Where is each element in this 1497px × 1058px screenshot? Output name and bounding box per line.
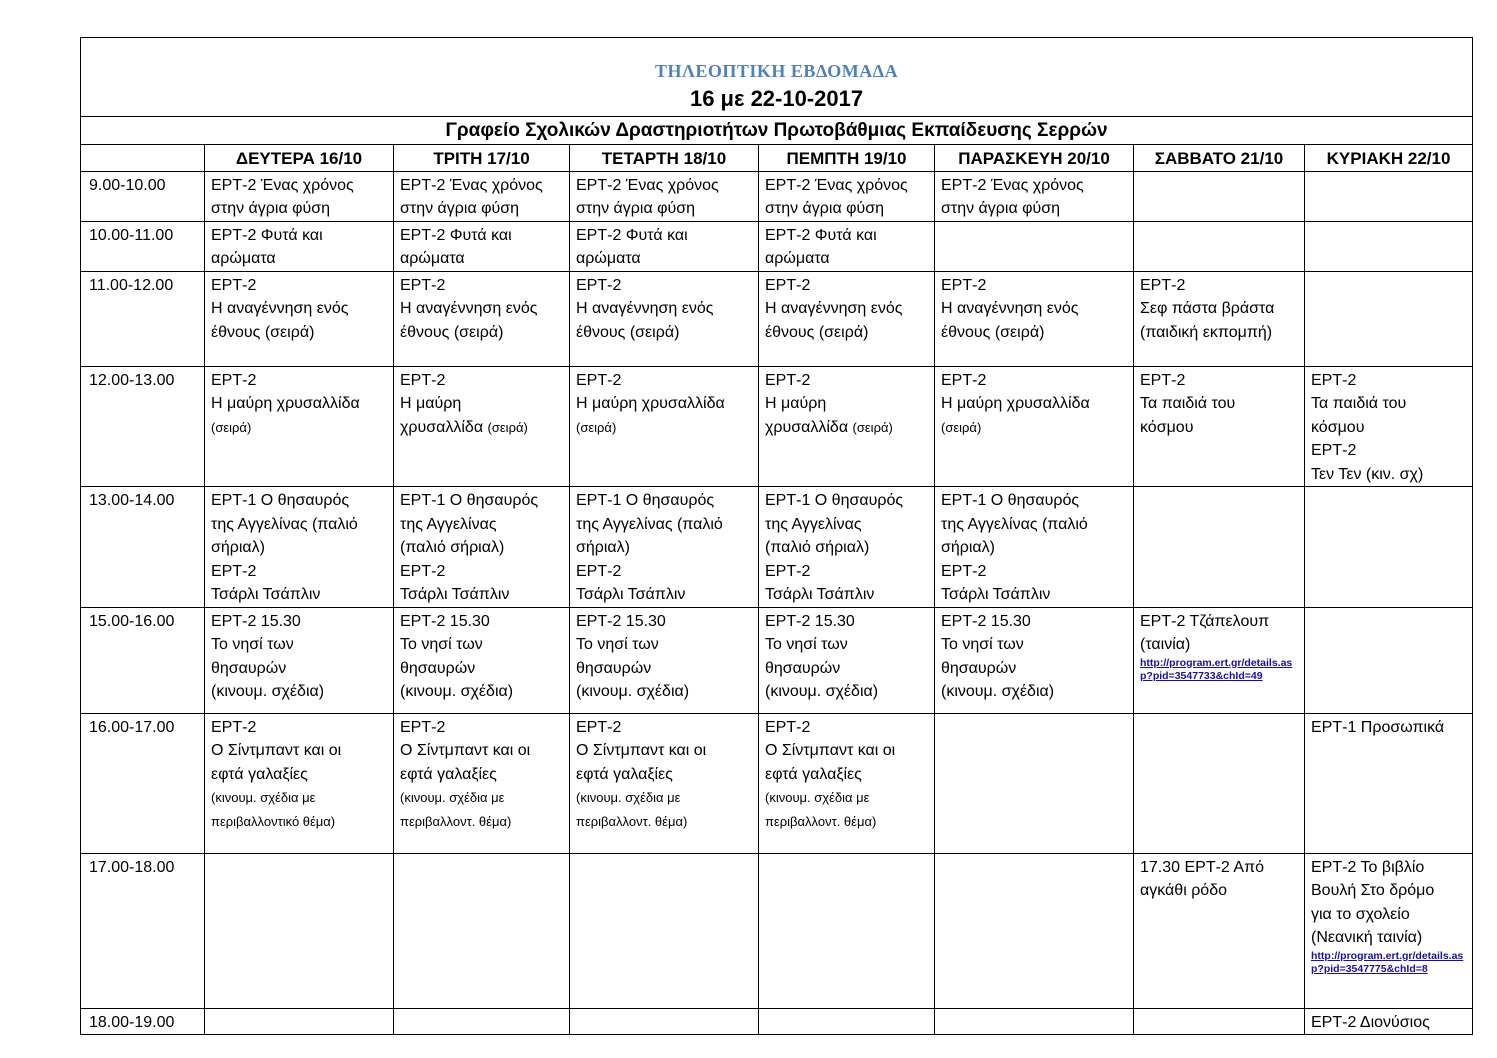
program-cell	[570, 366, 759, 487]
program-text: θησαυρών	[400, 659, 476, 677]
program-text: εφτά γαλαξίες	[765, 765, 862, 783]
program-text: σήριαλ)	[576, 539, 631, 556]
program-text: θησαυρών	[211, 659, 287, 677]
program-text: Ο Σίντμπαντ και οι	[765, 742, 896, 759]
time-slot-row	[81, 853, 1473, 1008]
program-text: ΕΡΤ-1 Ο θησαυρός	[576, 492, 715, 509]
program-text: Η μαύρη χρυσαλλίδα	[941, 395, 1090, 412]
program-cell	[935, 1008, 1134, 1035]
program-text: ΕΡΤ-1 Ο θησαυρός	[211, 492, 350, 509]
program-text: ΕΡΤ-2	[941, 276, 987, 294]
program-note: περιβαλλοντικό θέμα)	[211, 813, 336, 829]
program-cell	[935, 366, 1134, 487]
day-header: ΤΡΙΤΗ 17/10	[394, 145, 570, 172]
program-text: ΕΡΤ-2	[576, 276, 622, 294]
time-slot: 15.00-16.00	[81, 607, 205, 713]
program-text: της Αγγελίνας	[765, 515, 862, 533]
time-slot-row	[81, 1008, 1473, 1035]
program-text: ΕΡΤ-2	[941, 562, 987, 580]
program-text: Τα παιδιά του	[1140, 395, 1236, 412]
program-text: στην άγρια φύση	[211, 200, 331, 217]
program-text: ΕΡΤ-2 Ένας χρόνος	[941, 176, 1084, 194]
time-slot-row	[81, 221, 1473, 271]
program-text: στην άγρια φύση	[400, 200, 520, 217]
program-text: ΕΡΤ-2	[765, 371, 811, 389]
time-slot-row	[81, 487, 1473, 608]
program-cell	[205, 1008, 394, 1035]
program-text: Βουλή Στο δρόμο	[1311, 882, 1435, 899]
program-text: Η μαύρη χρυσαλλίδα	[576, 395, 725, 412]
program-text: έθνους (σειρά)	[400, 323, 504, 341]
program-text: (παλιό σήριαλ)	[400, 539, 505, 556]
program-cell	[759, 713, 935, 853]
program-cell	[759, 1008, 935, 1035]
program-text: ΕΡΤ-2 15.30	[211, 612, 301, 630]
program-text: αρώματα	[765, 250, 830, 267]
program-text: Η αναγέννηση ενός	[576, 300, 714, 317]
program-text: σήριαλ)	[941, 539, 996, 556]
day-header: ΠΕΜΠΤΗ 19/10	[759, 145, 935, 172]
program-cell	[935, 487, 1134, 608]
program-text: (Νεανική ταινία)	[1311, 929, 1423, 946]
program-text: Ο Σίντμπαντ και οι	[211, 742, 342, 759]
program-text: (κινουμ. σχέδια)	[211, 683, 325, 700]
program-cell	[1305, 487, 1473, 608]
program-text: ΕΡΤ-1 Προσωπικά	[1311, 718, 1445, 736]
program-text: Το νησί των	[211, 636, 294, 653]
program-cell	[935, 853, 1134, 1008]
program-cell	[1134, 221, 1305, 271]
program-cell	[570, 1008, 759, 1035]
program-cell	[205, 366, 394, 487]
program-text: ΕΡΤ-2 Ένας χρόνος	[765, 176, 908, 194]
program-link[interactable]: http://program.ert.gr/details.asp?pid=3547775&chId=8	[1311, 949, 1464, 975]
program-text: ΕΡΤ-2 Φυτά και	[400, 226, 512, 244]
program-cell	[394, 366, 570, 487]
program-text: ΕΡΤ-2 Φυτά και	[765, 226, 877, 244]
program-text: Η αναγέννηση ενός	[400, 300, 538, 317]
program-note: (κινουμ. σχέδια με	[211, 790, 316, 805]
program-text: ΕΡΤ-2	[576, 718, 622, 736]
day-header: ΤΕΤΑΡΤΗ 18/10	[570, 145, 759, 172]
program-text: ΕΡΤ-2 Ένας χρόνος	[211, 176, 354, 194]
program-text: της Αγγελίνας (παλιό	[211, 515, 358, 533]
program-cell	[759, 607, 935, 713]
program-cell	[1305, 171, 1473, 221]
program-cell	[1305, 1008, 1473, 1035]
program-text: της Αγγελίνας (παλιό	[941, 515, 1088, 533]
program-text: Ο Σίντμπαντ και οι	[400, 742, 531, 759]
program-text: (παιδική εκπομπή)	[1140, 323, 1273, 341]
program-cell	[394, 487, 570, 608]
program-text: εφτά γαλαξίες	[211, 765, 308, 783]
program-cell	[759, 487, 935, 608]
program-cell	[394, 171, 570, 221]
program-text: ΕΡΤ-2	[1311, 442, 1357, 459]
program-cell	[1305, 366, 1473, 487]
program-text: Τσάρλι Τσάπλιν	[211, 586, 321, 603]
program-text: ΕΡΤ-2	[576, 371, 622, 389]
program-text: Τσάρλι Τσάπλιν	[400, 586, 510, 603]
program-cell	[570, 171, 759, 221]
program-text: ΕΡΤ-2 Ένας χρόνος	[400, 176, 543, 194]
program-text: ΕΡΤ-2 Φυτά και	[211, 226, 323, 244]
program-text: ΕΡΤ-2	[765, 562, 811, 580]
program-cell	[1134, 853, 1305, 1008]
program-text: ΕΡΤ-2	[1311, 371, 1357, 389]
program-cell	[205, 271, 394, 366]
program-cell	[205, 713, 394, 853]
program-text: αρώματα	[576, 250, 641, 267]
program-note: περιβαλλοντ. θέμα)	[576, 813, 688, 829]
program-text: 17.30 ΕΡΤ-2 Από	[1140, 858, 1264, 876]
program-text: ΕΡΤ-2	[400, 371, 446, 389]
time-slot-row	[81, 271, 1473, 366]
time-slot-row	[81, 713, 1473, 853]
program-note: περιβαλλοντ. θέμα)	[400, 813, 512, 829]
program-text: ΕΡΤ-2 Φυτά και	[576, 226, 688, 244]
program-cell	[759, 271, 935, 366]
program-cell	[1134, 713, 1305, 853]
program-text: αρώματα	[211, 250, 276, 267]
program-text: ΕΡΤ-2	[400, 718, 446, 736]
program-cell	[570, 221, 759, 271]
program-text: ΕΡΤ-2	[576, 562, 622, 580]
time-slot: 9.00-10.00	[81, 171, 205, 221]
program-text: (κινουμ. σχέδια)	[400, 683, 514, 700]
program-text: Σεφ πάστα βράστα	[1140, 300, 1275, 317]
program-cell	[570, 853, 759, 1008]
time-slot-row	[81, 171, 1473, 221]
program-text: Τσάρλι Τσάπλιν	[576, 586, 686, 603]
program-text: (παλιό σήριαλ)	[765, 539, 870, 556]
program-cell	[570, 487, 759, 608]
program-text: ΕΡΤ-2	[211, 371, 257, 389]
program-text: Η αναγέννηση ενός	[765, 300, 903, 317]
program-text: θησαυρών	[576, 659, 652, 677]
program-text: Τα παιδιά του	[1311, 395, 1407, 412]
program-note: περιβαλλοντ. θέμα)	[765, 813, 877, 829]
program-text: ΕΡΤ-1 Ο θησαυρός	[400, 492, 539, 509]
program-cell	[1134, 1008, 1305, 1035]
program-text: Τεν Τεν (κιν. σχ)	[1311, 465, 1424, 483]
program-text: (σειρά)	[941, 419, 982, 435]
program-text: ΕΡΤ-2 15.30	[576, 612, 666, 630]
program-cell	[394, 221, 570, 271]
program-cell	[394, 271, 570, 366]
program-text: ΕΡΤ-2 15.30	[765, 612, 855, 630]
program-text: ΕΡΤ-2 15.30	[400, 612, 490, 630]
program-cell	[1134, 366, 1305, 487]
program-text: ΕΡΤ-2	[211, 562, 257, 580]
program-text: ΕΡΤ-2	[765, 718, 811, 736]
time-slot: 10.00-11.00	[81, 221, 205, 271]
program-cell	[1305, 271, 1473, 366]
schedule-sheet	[80, 37, 1472, 1035]
time-slot: 17.00-18.00	[81, 853, 205, 1008]
program-cell	[205, 853, 394, 1008]
header-cell	[81, 38, 1473, 117]
program-cell	[1134, 171, 1305, 221]
program-text: Το νησί των	[400, 636, 483, 653]
program-text: ΕΡΤ-2	[1140, 276, 1186, 294]
schedule-rows	[81, 171, 1473, 1035]
program-text: (κινουμ. σχέδια)	[765, 683, 879, 700]
program-cell	[570, 713, 759, 853]
program-cell	[759, 853, 935, 1008]
program-text: θησαυρών	[765, 659, 841, 677]
corner-cell	[81, 145, 205, 172]
program-cell	[205, 487, 394, 608]
program-text: Η μαύρη	[400, 395, 462, 412]
program-text: Τσάρλι Τσάπλιν	[941, 586, 1051, 603]
program-text: ΕΡΤ-2 Ένας χρόνος	[576, 176, 719, 194]
program-text: στην άγρια φύση	[576, 200, 696, 217]
program-text: ΕΡΤ-2	[211, 718, 257, 736]
day-header: ΣΑΒΒΑΤΟ 21/10	[1134, 145, 1305, 172]
program-text: έθνους (σειρά)	[941, 323, 1045, 341]
time-slot: 18.00-19.00	[81, 1008, 205, 1035]
tv-schedule-table	[80, 37, 1473, 1035]
program-cell	[205, 607, 394, 713]
program-cell	[205, 171, 394, 221]
program-text: ΕΡΤ-2	[765, 276, 811, 294]
program-text: ΕΡΤ-2 Διονύσιος	[1311, 1013, 1430, 1031]
program-text: ΕΡΤ-2	[400, 276, 446, 294]
program-cell	[1134, 607, 1305, 713]
program-text: αγκάθι ρόδο	[1140, 882, 1228, 899]
program-text: (σειρά)	[211, 419, 252, 435]
program-cell	[205, 221, 394, 271]
day-header: ΔΕΥΤΕΡΑ 16/10	[205, 145, 394, 172]
time-slot: 11.00-12.00	[81, 271, 205, 366]
program-cell	[759, 366, 935, 487]
program-text: ΕΡΤ-2	[941, 371, 987, 389]
program-text: εφτά γαλαξίες	[576, 765, 673, 783]
program-cell	[935, 607, 1134, 713]
program-cell	[1305, 607, 1473, 713]
program-text: εφτά γαλαξίες	[400, 765, 497, 783]
program-text: Η μαύρη	[765, 395, 827, 412]
program-text: θησαυρών	[941, 659, 1017, 677]
page-title: ΤΗΛΕΟΠΤΙΚΗ ΕΒΔΟΜΑΔΑ	[655, 61, 899, 81]
program-text: ΕΡΤ-1 Ο θησαυρός	[765, 492, 904, 509]
program-cell	[935, 713, 1134, 853]
program-text: της Αγγελίνας	[400, 515, 497, 533]
program-cell	[1134, 487, 1305, 608]
program-text: (σειρά)	[576, 419, 617, 435]
program-note: (κινουμ. σχέδια με	[765, 790, 870, 805]
program-cell	[570, 607, 759, 713]
program-cell	[759, 171, 935, 221]
program-cell	[935, 171, 1134, 221]
time-slot-row	[81, 607, 1473, 713]
program-note: (κινουμ. σχέδια με	[576, 790, 681, 805]
program-text: (κινουμ. σχέδια)	[576, 683, 690, 700]
program-text: κόσμου	[1140, 418, 1194, 436]
program-text: για το σχολείο	[1311, 905, 1410, 923]
program-cell	[394, 713, 570, 853]
program-text: χρυσαλλίδα (σειρά)	[400, 418, 528, 436]
program-text: Ο Σίντμπαντ και οι	[576, 742, 707, 759]
time-slot: 16.00-17.00	[81, 713, 205, 853]
program-cell	[394, 607, 570, 713]
day-header: ΚΥΡΙΑΚΗ 22/10	[1305, 145, 1473, 172]
program-text: ΕΡΤ-1 Ο θησαυρός	[941, 492, 1080, 509]
program-text: Το νησί των	[941, 636, 1024, 653]
program-cell	[935, 221, 1134, 271]
program-text: ΕΡΤ-2 Το βιβλίο	[1311, 858, 1425, 876]
program-text: Η μαύρη χρυσαλλίδα	[211, 395, 360, 412]
time-slot-row	[81, 366, 1473, 487]
program-text: Το νησί των	[576, 636, 659, 653]
day-header: ΠΑΡΑΣΚΕΥΗ 20/10	[935, 145, 1134, 172]
program-text: έθνους (σειρά)	[765, 323, 869, 341]
program-cell	[1305, 713, 1473, 853]
program-text: στην άγρια φύση	[765, 200, 885, 217]
program-text: Η αναγέννηση ενός	[211, 300, 349, 317]
program-text: στην άγρια φύση	[941, 200, 1061, 217]
program-note: (κινουμ. σχέδια με	[400, 790, 505, 805]
program-cell	[570, 271, 759, 366]
program-text: Η αναγέννηση ενός	[941, 300, 1079, 317]
program-text: ΕΡΤ-2	[1140, 371, 1186, 389]
program-text: αρώματα	[400, 250, 465, 267]
program-text: (κινουμ. σχέδια)	[941, 683, 1055, 700]
week-dates: 16 με 22-10-2017	[689, 86, 864, 111]
program-text: κόσμου	[1311, 418, 1365, 436]
program-text: της Αγγελίνας (παλιό	[576, 515, 723, 533]
program-cell	[394, 853, 570, 1008]
program-text: Το νησί των	[765, 636, 848, 653]
program-text: ΕΡΤ-2	[211, 276, 257, 294]
program-cell	[1305, 853, 1473, 1008]
program-text: χρυσαλλίδα (σειρά)	[765, 418, 893, 436]
program-text: σήριαλ)	[211, 539, 266, 556]
program-text: ΕΡΤ-2 Τζάπελουπ	[1140, 612, 1270, 630]
program-text: (ταινία)	[1140, 636, 1191, 653]
program-cell	[394, 1008, 570, 1035]
program-text: έθνους (σειρά)	[576, 323, 680, 341]
office-name: Γραφείο Σχολικών Δραστηριοτήτων Πρωτοβάθμιας Εκπαίδευσης Σερρών	[81, 117, 1473, 145]
program-text: ΕΡΤ-2	[400, 562, 446, 580]
program-text: Τσάρλι Τσάπλιν	[765, 586, 875, 603]
program-cell	[759, 221, 935, 271]
program-cell	[935, 271, 1134, 366]
program-text: ΕΡΤ-2 15.30	[941, 612, 1031, 630]
program-cell	[1134, 271, 1305, 366]
time-slot: 12.00-13.00	[81, 366, 205, 487]
program-text: έθνους (σειρά)	[211, 323, 315, 341]
day-header-row	[81, 145, 1473, 172]
program-cell	[1305, 221, 1473, 271]
time-slot: 13.00-14.00	[81, 487, 205, 608]
program-link[interactable]: http://program.ert.gr/details.asp?pid=3547733&chId=49	[1140, 656, 1293, 682]
